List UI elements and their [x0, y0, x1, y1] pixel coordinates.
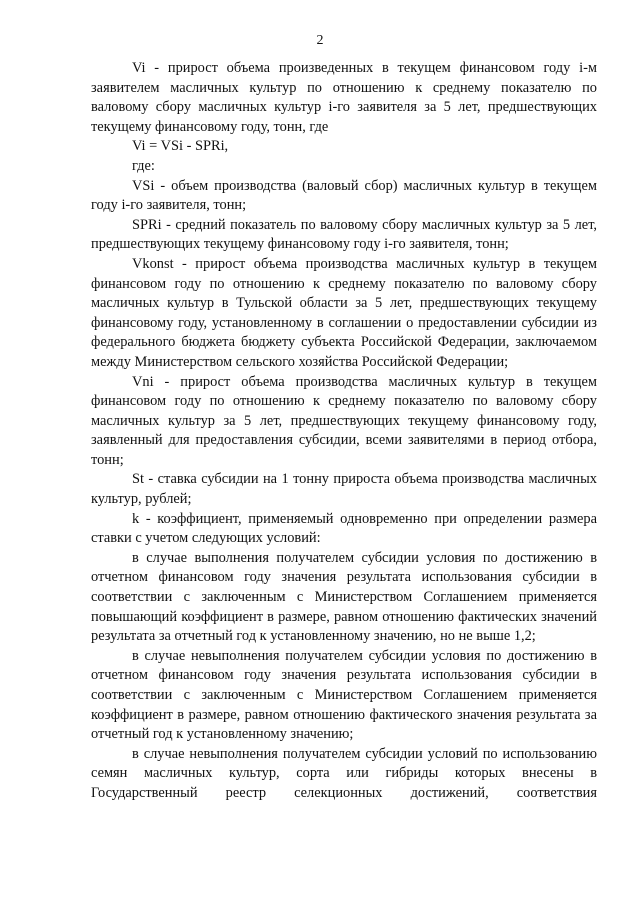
- page-number: 2: [316, 33, 324, 48]
- paragraph-vkonst-definition: Vkonst - прирост объема производства масличных культур в текущем финансовом году по отношению к среднему показателю по валовому сбору масличных культур в Тульской области за 5 лет, предшествующих текущему финансовому году, установленному в соглашении о предоставлении субсидии из федерального бюджета бюджету субъекта Российской Федерации, заключаемом между Министерством сельского хозяйства Российской Федерации;: [91, 255, 597, 370]
- paragraph-vi-definition: Vi - прирост объема произведенных в текущем финансовом году i-м заявителем масличных культур по отношению к среднему показателю по валовому сбору масличных культур i-го заявителя за 5 лет, предшествующих текущему финансовому году, тонн, где: [91, 60, 597, 135]
- paragraph-seeds-condition: в случае невыполнения получателем субсидии условий по использованию семян масличных культур, сорта или гибриды которых внесены в Государственный реестр селекционных достижений, соответствия: [91, 745, 597, 801]
- document-body: [91, 59, 597, 804]
- paragraph-vsi-definition: VSi - объем производства (валовый сбор) масличных культур в текущем году i-го заявителя, тонн;: [91, 177, 597, 214]
- paragraph-k-definition: k - коэффициент, применяемый одновременно при определении размера ставки с учетом следующих условий:: [91, 510, 597, 547]
- paragraph-condition-fulfilled: в случае выполнения получателем субсидии условия по достижению в отчетном финансовом году значения результата использования субсидии в соответствии с заключенным с Министерством Соглашением применяется повышающий коэффициент в размере, равном отношению фактических значений результата за отчетный год к установленному значению, но не выше 1,2;: [91, 549, 597, 645]
- paragraph-condition-not-fulfilled: в случае невыполнения получателем субсидии условия по достижению в отчетном финансовом году значения результата использования субсидии в соответствии с заключенным с Министерством Соглашением применяется коэффициент в размере, равном отношению фактического значения результата за отчетный год к установленному значению;: [91, 647, 597, 743]
- paragraph-where: где:: [132, 157, 155, 174]
- paragraph-st-definition: St - ставка субсидии на 1 тонну прироста объема производства масличных культур, рублей;: [91, 471, 597, 508]
- paragraph-spri-definition: SPRi - средний показатель по валовому сбору масличных культур за 5 лет, предшествующих текущему финансовому году i-го заявителя, тонн;: [91, 216, 597, 253]
- paragraph-vni-definition: Vni - прирост объема производства масличных культур в текущем финансовом году по отношению к среднему показателю по валовому сбору масличных культур за 5 лет, предшествующих текущему финансовому году, заявленный для предоставления субсидии, всеми заявителями в период отбора, тонн;: [91, 373, 597, 468]
- paragraph-vi-formula: Vi = VSi - SPRi,: [132, 138, 229, 155]
